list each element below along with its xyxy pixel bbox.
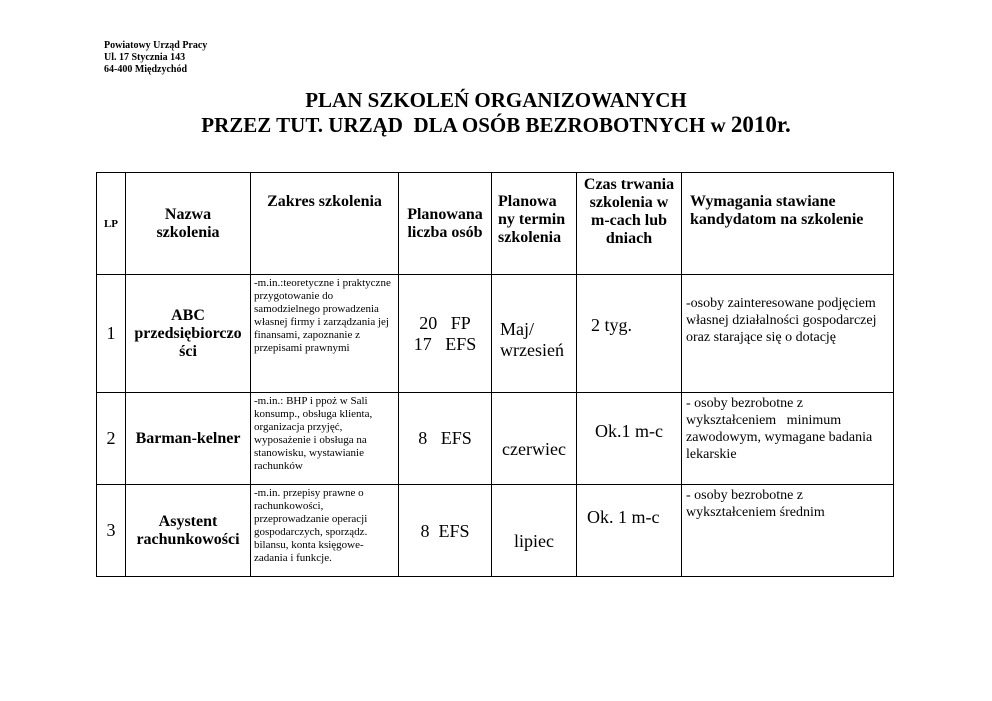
table-row	[97, 393, 894, 485]
row-2-planned-count: 8 EFS	[399, 393, 492, 485]
row-1-lp: 1	[97, 275, 126, 393]
row-2-scope: -m.in.: BHP i ppoż w Sali konsump., obsługa klienta, organizacja przyjęć, wyposażenie i obsługa na stanowisku, wystawianie rachunków	[251, 393, 399, 485]
office-name: Powiatowy Urząd Pracy	[104, 40, 208, 51]
row-3-requirements: - osoby bezrobotne z wykształceniem średnim	[682, 485, 894, 577]
row-3-name: Asystent rachunkowości	[126, 485, 251, 577]
row-2-planned-term: czerwiec	[492, 393, 577, 485]
office-street: Ul. 17 Stycznia 143	[104, 52, 186, 63]
row-1-count-fp: 20 FP	[419, 312, 471, 333]
col-header-name: Nazwa szkolenia	[126, 173, 251, 275]
document-title-line-1: PLAN SZKOLEŃ ORGANIZOWANYCH	[305, 88, 687, 112]
col-header-lp: LP	[97, 173, 126, 275]
office-city: 64-400 Międzychód	[104, 64, 188, 75]
row-1-name: ABC przedsiębiorczo ści	[126, 275, 251, 393]
office-address	[104, 40, 207, 76]
table-row	[97, 485, 894, 577]
row-1-duration: 2 tyg.	[577, 275, 682, 393]
title-year: 2010r.	[730, 112, 791, 137]
col-header-planned-count: Planowana liczba osób	[399, 173, 492, 275]
row-2-lp: 2	[97, 393, 126, 485]
table-row	[97, 275, 894, 393]
table-header-row	[97, 173, 894, 275]
row-3-scope: -m.in. przepisy prawne o rachunkowości, przeprowadzanie operacji gospodarczych, sporządz. bilansu, konta księgowe-zadania i funkcje.	[251, 485, 399, 577]
training-plan-table	[96, 172, 894, 577]
document-title-line-2	[0, 113, 992, 137]
row-1-scope: -m.in.:teoretyczne i praktyczne przygotowanie do samodzielnego prowadzenia własnej firmy i zarządzania jej finansami, zapoznanie z przepisami prawnymi	[251, 275, 399, 393]
row-3-lp: 3	[97, 485, 126, 577]
title-text: PRZEZ TUT. URZĄD DLA OSÓB BEZROBOTNYCH w	[201, 113, 731, 137]
row-3-duration: Ok. 1 m-c	[577, 485, 682, 577]
row-1-requirements: -osoby zainteresowane podjęciem własnej działalności gospodarczej oraz starające się o dotację	[682, 275, 894, 393]
row-3-planned-term: lipiec	[492, 485, 577, 577]
row-2-name: Barman-kelner	[126, 393, 251, 485]
col-header-scope: Zakres szkolenia	[251, 173, 399, 275]
col-header-duration: Czas trwania szkolenia w m-cach lub dniach	[577, 173, 682, 275]
row-1-planned-term: Maj/ wrzesień	[492, 275, 577, 393]
row-1-count-efs: 17 EFS	[413, 333, 477, 354]
col-header-requirements: Wymagania stawiane kandydatom na szkolenie	[682, 173, 894, 275]
row-3-planned-count: 8 EFS	[399, 485, 492, 577]
row-1-planned-count	[399, 275, 492, 393]
row-2-requirements: - osoby bezrobotne z wykształceniem minimum zawodowym, wymagane badania lekarskie	[682, 393, 894, 485]
col-header-planned-term: Planowa ny termin szkolenia	[492, 173, 577, 275]
row-2-duration: Ok.1 m-c	[577, 393, 682, 485]
